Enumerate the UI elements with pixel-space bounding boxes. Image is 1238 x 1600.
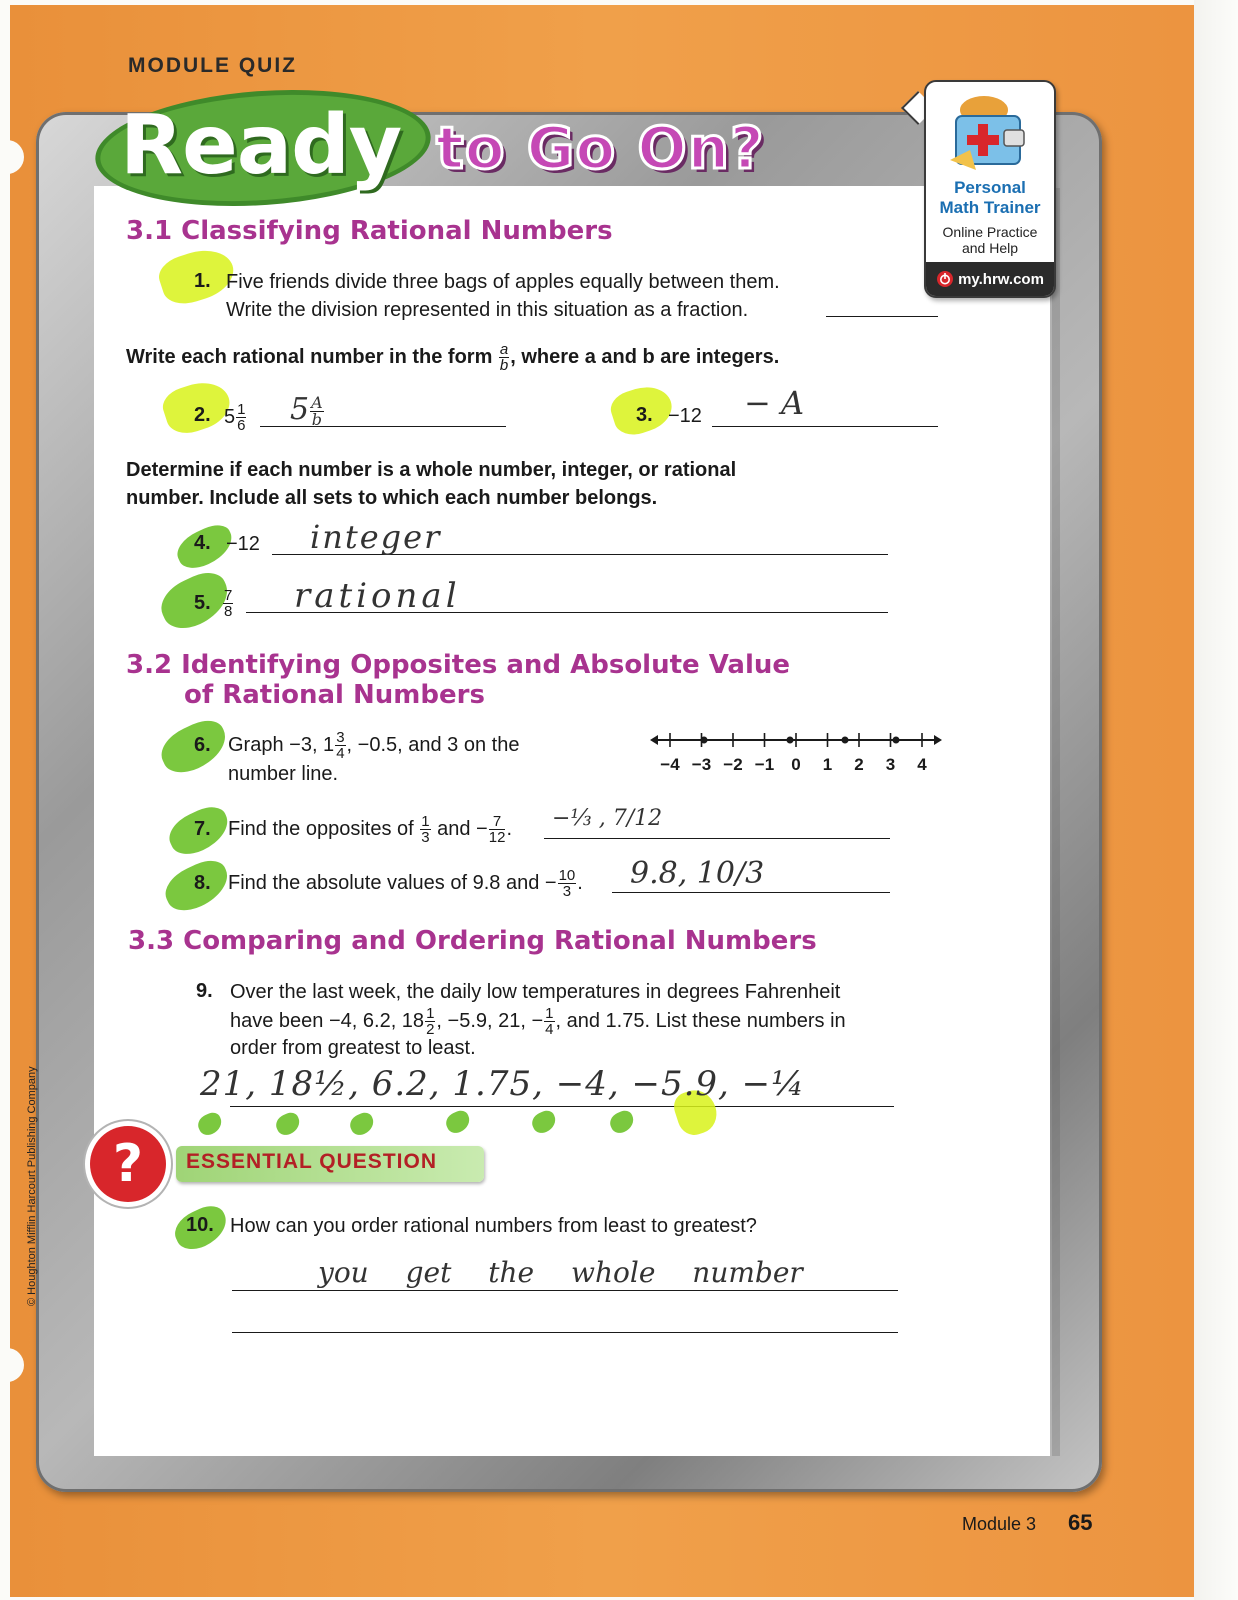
q9-handwritten-answer: 21, 18½, 6.2, 1.75, −4, −5.9, −¼	[200, 1064, 806, 1104]
pmt-title-line1: Personal	[954, 178, 1026, 197]
number-line-tick-label: 3	[885, 755, 896, 774]
essential-question-label: ESSENTIAL QUESTION	[186, 1150, 437, 1173]
q10-handwritten-answer: you get the whole number	[318, 1256, 803, 1289]
q10-answer-line-1[interactable]	[232, 1290, 898, 1291]
q1-text-line2: Write the division represented in this situation as a fraction.	[226, 299, 749, 321]
footer-page-number: 65	[1068, 1510, 1093, 1535]
q2-handwritten-answer: 5 $\frac{A}{b}$	[290, 392, 323, 429]
number-line-tick-label: −3	[691, 755, 712, 774]
plotted-point-1-75	[842, 737, 849, 744]
pmt-title-line2: Math Trainer	[939, 198, 1041, 217]
q3-value: −12	[668, 405, 702, 427]
copyright-notice: © Houghton Mifflin Harcourt Publishing Company	[26, 1066, 38, 1306]
q7-number: 7.	[194, 818, 211, 840]
title-to-go-on: to Go On?	[436, 114, 765, 182]
footer-module: Module 3	[962, 1514, 1037, 1534]
q7-handwritten-answer: −⅓ , 7/12	[552, 806, 663, 831]
q2-value: 5 $\frac{1}{6}$	[224, 401, 246, 434]
q6-text-line1: Graph −3, 1 $\frac{3}{4}$ , −0.5, and 3 on the	[228, 729, 520, 762]
number-line-tick-label: −4	[660, 755, 680, 774]
q8-handwritten-answer: 9.8, 10/3	[630, 856, 765, 891]
section-3-2-title-line1: 3.2 Identifying Opposites and Absolute Value	[126, 650, 791, 680]
q8-number: 8.	[194, 872, 211, 894]
page-edge	[1194, 0, 1238, 1600]
pmt-sub-line2: and Help	[961, 240, 1019, 256]
section-3-2-title-line2: of Rational Numbers	[184, 680, 485, 710]
q8-answer-line[interactable]	[612, 892, 890, 893]
personal-math-trainer-box[interactable]	[924, 80, 1056, 298]
q3-answer-line[interactable]	[712, 426, 938, 427]
number-line-tick-label: −1	[754, 755, 775, 774]
number-line-tick-label: 1	[822, 755, 833, 774]
q9-text-line2: have been −4, 6.2, 18 $\frac{1}{2}$ , −5.9, 21, − $\frac{1}{4}$ , and 1.75. List these numbers in	[230, 1005, 846, 1038]
q10-text: How can you order rational numbers from least to greatest?	[230, 1215, 757, 1237]
module-quiz-label: MODULE QUIZ	[128, 54, 297, 77]
instruction-fraction-form: Write each rational number in the form $\frac{a}{b}$ , where a and b are integers.	[126, 341, 780, 374]
first-aid-kit-icon	[940, 90, 1038, 178]
number-line-tick-label: 2	[854, 755, 864, 774]
q1-text-line1: Five friends divide three bags of apples equally between them.	[226, 271, 780, 293]
q5-value: $\frac{7}{8}$	[224, 587, 233, 620]
q10-number: 10.	[186, 1214, 214, 1236]
plotted-point-neg0-5	[787, 737, 794, 744]
q7-text: Find the opposites of $\frac{1}{3}$ and − $\frac{7}{12}$ .	[228, 813, 512, 846]
power-icon	[936, 270, 954, 288]
q4-value: −12	[226, 533, 260, 555]
plotted-point-3	[893, 737, 900, 744]
number-line-tick-label: 4	[917, 755, 927, 774]
q4-number: 4.	[194, 532, 211, 554]
q6-text-line2: number line.	[228, 763, 339, 785]
title-ready: Ready	[120, 98, 402, 193]
pmt-url[interactable]: my.hrw.com	[958, 270, 1044, 288]
number-line-left-arrow	[650, 735, 658, 745]
pmt-sub-line1: Online Practice	[942, 224, 1038, 240]
q2-number: 2.	[194, 404, 211, 426]
pmt-url-bar[interactable]	[926, 262, 1054, 296]
q5-number: 5.	[194, 592, 211, 614]
q9-answer-line[interactable]	[230, 1106, 894, 1107]
q1-answer-line[interactable]	[826, 316, 938, 317]
q4-handwritten-answer: integer	[310, 518, 442, 556]
q3-handwritten-answer: − A	[744, 384, 805, 422]
q3-number: 3.	[636, 404, 653, 426]
q8-text: Find the absolute values of 9.8 and − $\frac{10}{3}$ .	[228, 867, 583, 900]
instruction-sets-line2: number. Include all sets to which each number belongs.	[126, 487, 658, 509]
q7-answer-line[interactable]	[544, 838, 890, 839]
q5-handwritten-answer: rational	[294, 576, 461, 616]
instruction-sets-line1: Determine if each number is a whole number, integer, or rational	[126, 459, 737, 481]
number-line-tick-label: −2	[723, 755, 743, 774]
question-mark-icon: ?	[90, 1126, 166, 1202]
q1-number: 1.	[194, 270, 211, 292]
q6-number-line[interactable]	[648, 728, 948, 778]
q6-number: 6.	[194, 734, 211, 756]
q10-answer-line-2[interactable]	[232, 1332, 898, 1333]
q9-number: 9.	[196, 980, 213, 1002]
number-line-tick-label: 0	[791, 755, 801, 774]
q9-text-line3: order from greatest to least.	[230, 1037, 476, 1059]
section-3-1-title: 3.1 Classifying Rational Numbers	[126, 216, 613, 246]
section-3-3-title: 3.3 Comparing and Ordering Rational Numbers	[128, 926, 817, 956]
q9-text-line1: Over the last week, the daily low temperatures in degrees Fahrenheit	[230, 981, 841, 1003]
plotted-point-neg3	[701, 737, 708, 744]
number-line-right-arrow	[934, 735, 942, 745]
